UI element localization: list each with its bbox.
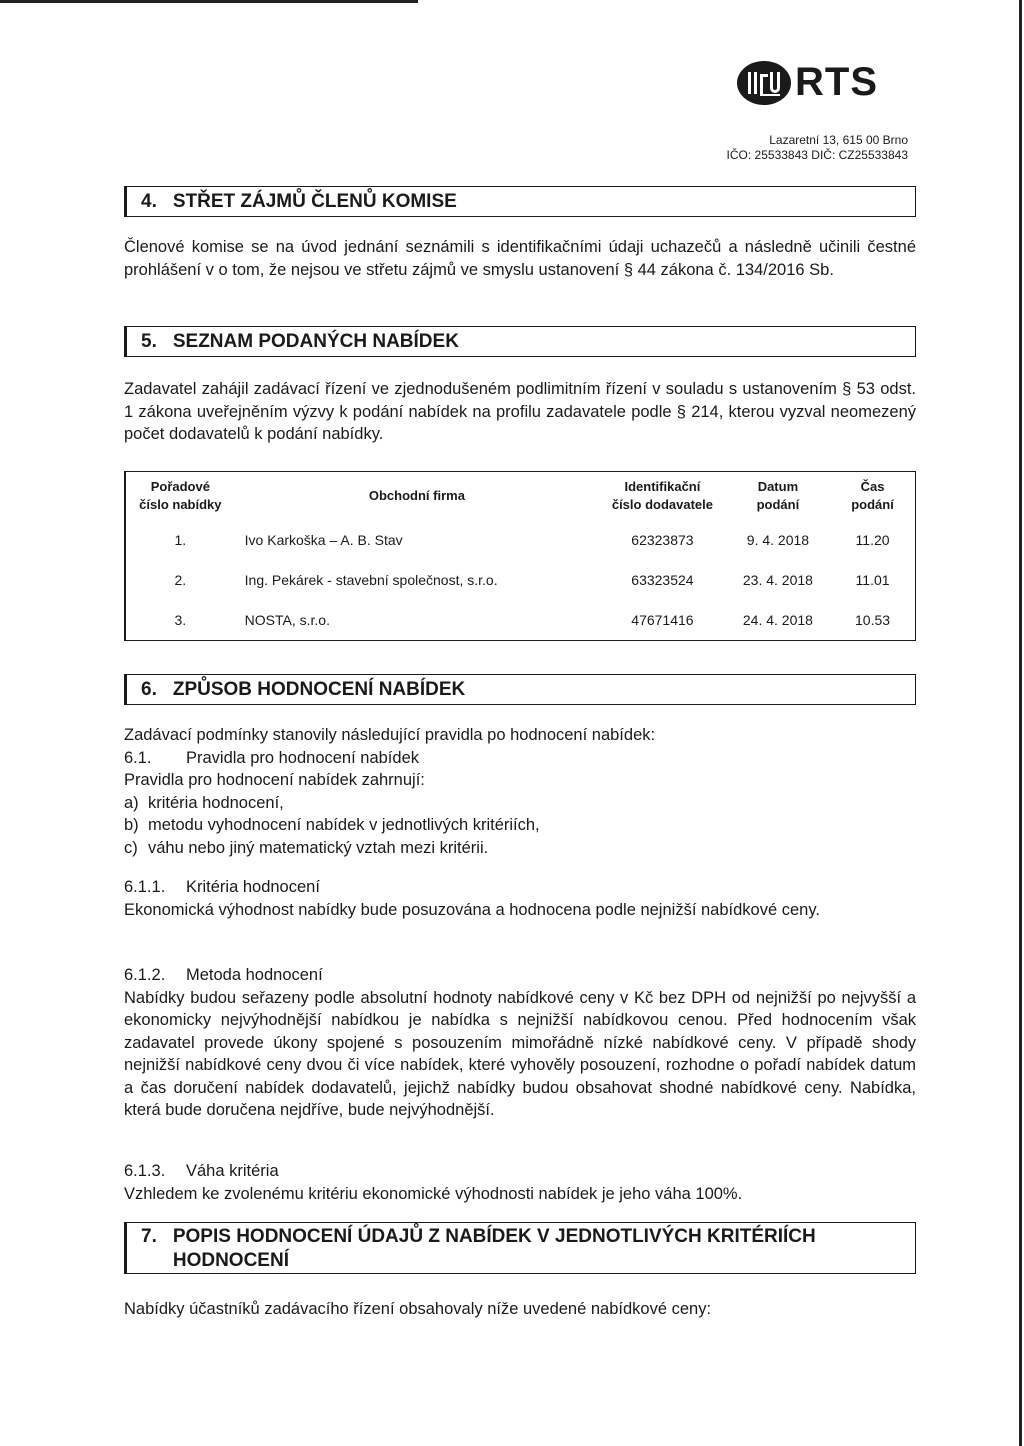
section-6-header xyxy=(124,674,916,705)
cell-date: 23. 4. 2018 xyxy=(742,572,813,588)
section-4-header xyxy=(124,186,916,217)
table-row xyxy=(125,600,916,641)
subsection-title: Metoda hodnocení xyxy=(186,966,323,984)
subsection-6-1-2 xyxy=(124,964,916,1122)
subsection-title: Váha kritéria xyxy=(186,1162,279,1180)
subsection-6-1-1 xyxy=(124,876,916,921)
section-number: 5. xyxy=(141,330,157,352)
cell-date: 9. 4. 2018 xyxy=(746,532,810,548)
list-marker: a) xyxy=(124,793,139,812)
paragraph: Zadávací podmínky stanovily následující pravidla po hodnocení nabídek: xyxy=(124,726,656,744)
table-header-row xyxy=(125,472,916,521)
company-address xyxy=(727,133,908,163)
scan-edge-right xyxy=(1019,0,1022,1446)
cell-id: 63323524 xyxy=(631,572,694,588)
scan-edge-top xyxy=(0,0,418,3)
list-item xyxy=(124,837,916,860)
subsection-number: 6.1.2. xyxy=(124,966,166,984)
subsection-title: Kritéria hodnocení xyxy=(186,878,320,896)
list-text: váhu nebo jiný matematický vztah mezi kritérii. xyxy=(148,838,489,857)
rts-logo-icon xyxy=(737,61,791,105)
cell-time: 10.53 xyxy=(855,612,891,628)
list-marker: c) xyxy=(124,838,138,857)
cell-order: 3. xyxy=(174,612,187,628)
paragraph: Ekonomická výhodnost nabídky bude posuzována a hodnocena podle nejnižší nabídkové ceny. xyxy=(124,900,820,919)
subsection-heading xyxy=(124,964,916,987)
cell-firm: Ing. Pekárek - stavební společnost, s.r.o. xyxy=(244,572,498,588)
cell-order: 2. xyxy=(174,572,187,588)
cell-order: 1. xyxy=(174,532,187,548)
list-text: kritéria hodnocení, xyxy=(148,793,284,812)
address-line: Lazaretní 13, 615 00 Brno xyxy=(769,133,908,147)
paragraph: Nabídky budou seřazeny podle absolutní hodnoty nabídkové ceny v Kč bez DPH od nejnižší po nejvyšší a ekonomicky nejvýhodnější nabídkou je nabídka s nejnižší nabídkovou cenou. Před hodnocením však zadavatel provede úkony spojené s posouzením mimořádně nízké nabídkové ceny. V případě shody nejnižší nabídkové ceny dvou či více nabídek, které vyhověly posouzení, rozhodne o pořadí nabídek datum a čas doručení nabídek dodavatelů, jejichž nabídky budou obsahovat shodné nabídkové ceny. Nabídka, která bude doručena nejdříve, bude nejvýhodnější. xyxy=(124,988,916,1119)
section-number: 6. xyxy=(141,678,157,700)
subsection-6-1-3 xyxy=(124,1160,916,1205)
section-number: 7. xyxy=(141,1226,157,1247)
cell-time: 11.20 xyxy=(855,532,890,548)
section-title: POPIS HODNOCENÍ ÚDAJŮ Z NABÍDEK V JEDNOTLIVÝCH KRITÉRIÍCH HODNOCENÍ xyxy=(172,1226,816,1271)
subsection-heading xyxy=(124,1160,916,1183)
paragraph: Pravidla pro hodnocení nabídek zahrnují: xyxy=(124,771,425,789)
header-time: Čas podání xyxy=(851,479,894,512)
list-text: metodu vyhodnocení nabídek v jednotlivých kritériích, xyxy=(148,816,540,834)
section-title: STŘET ZÁJMŮ ČLENŮ KOMISE xyxy=(172,190,457,212)
paragraph: Členové komise se na úvod jednání seznámili s identifikačními údaji uchazečů a následně učinili čestné prohlášení v o tom, že nejsou ve střetu zájmů ve smyslu ustanovení § 44 zákona č. 134/2016 Sb. xyxy=(124,238,916,279)
cell-firm: Ivo Karkoška – A. B. Stav xyxy=(244,532,403,548)
paragraph: Nabídky účastníků zadávacího řízení obsahovaly níže uvedené nabídkové ceny: xyxy=(124,1300,712,1318)
subsection-number: 6.1.1. xyxy=(124,878,166,896)
cell-firm: NOSTA, s.r.o. xyxy=(244,612,330,628)
subsection-number: 6.1. xyxy=(124,748,152,767)
subsection-number: 6.1.3. xyxy=(124,1162,166,1180)
section-number: 4. xyxy=(141,190,157,212)
section-7-header xyxy=(124,1222,916,1274)
section-7-text xyxy=(124,1298,916,1321)
logo-text: RTS xyxy=(795,60,878,104)
subsection-title: Pravidla pro hodnocení nabídek xyxy=(186,748,419,767)
section-title: SEZNAM PODANÝCH NABÍDEK xyxy=(172,330,459,352)
list-marker: b) xyxy=(124,816,139,834)
registration-line: IČO: 25533843 DIČ: CZ25533843 xyxy=(726,148,908,162)
section-title: ZPŮSOB HODNOCENÍ NABÍDEK xyxy=(172,678,466,700)
header-id: Identifikační číslo dodavatele xyxy=(611,479,713,512)
header-order: Pořadové číslo nabídky xyxy=(139,479,222,512)
list-item xyxy=(124,792,916,815)
table-row xyxy=(125,520,916,560)
subsection-6-1-heading xyxy=(124,747,916,770)
offers-table xyxy=(124,471,916,641)
list-item xyxy=(124,814,916,837)
header-firm: Obchodní firma xyxy=(368,488,465,503)
cell-time: 11.01 xyxy=(855,572,890,588)
table-row xyxy=(125,560,916,600)
section-4-text xyxy=(124,236,916,281)
cell-date: 24. 4. 2018 xyxy=(742,612,813,628)
section-5-header xyxy=(124,326,916,357)
header-date: Datum podání xyxy=(756,479,800,512)
paragraph: Zadavatel zahájil zadávací řízení ve zjednodušeném podlimitním řízení v souladu s ustanovením § 53 odst. 1 zákona uveřejněním výzvy k podání nabídek na profilu zadavatele podle § 214, kterou vyzval neomezený počet dodavatelů k podání nabídky. xyxy=(124,380,916,443)
cell-id: 47671416 xyxy=(631,612,694,628)
company-logo xyxy=(737,60,878,105)
section-6-body xyxy=(124,724,916,859)
subsection-heading xyxy=(124,876,916,899)
cell-id: 62323873 xyxy=(631,532,694,548)
section-5-text xyxy=(124,378,916,446)
paragraph: Vzhledem ke zvolenému kritériu ekonomické výhodnosti nabídek je jeho váha 100%. xyxy=(124,1184,743,1203)
